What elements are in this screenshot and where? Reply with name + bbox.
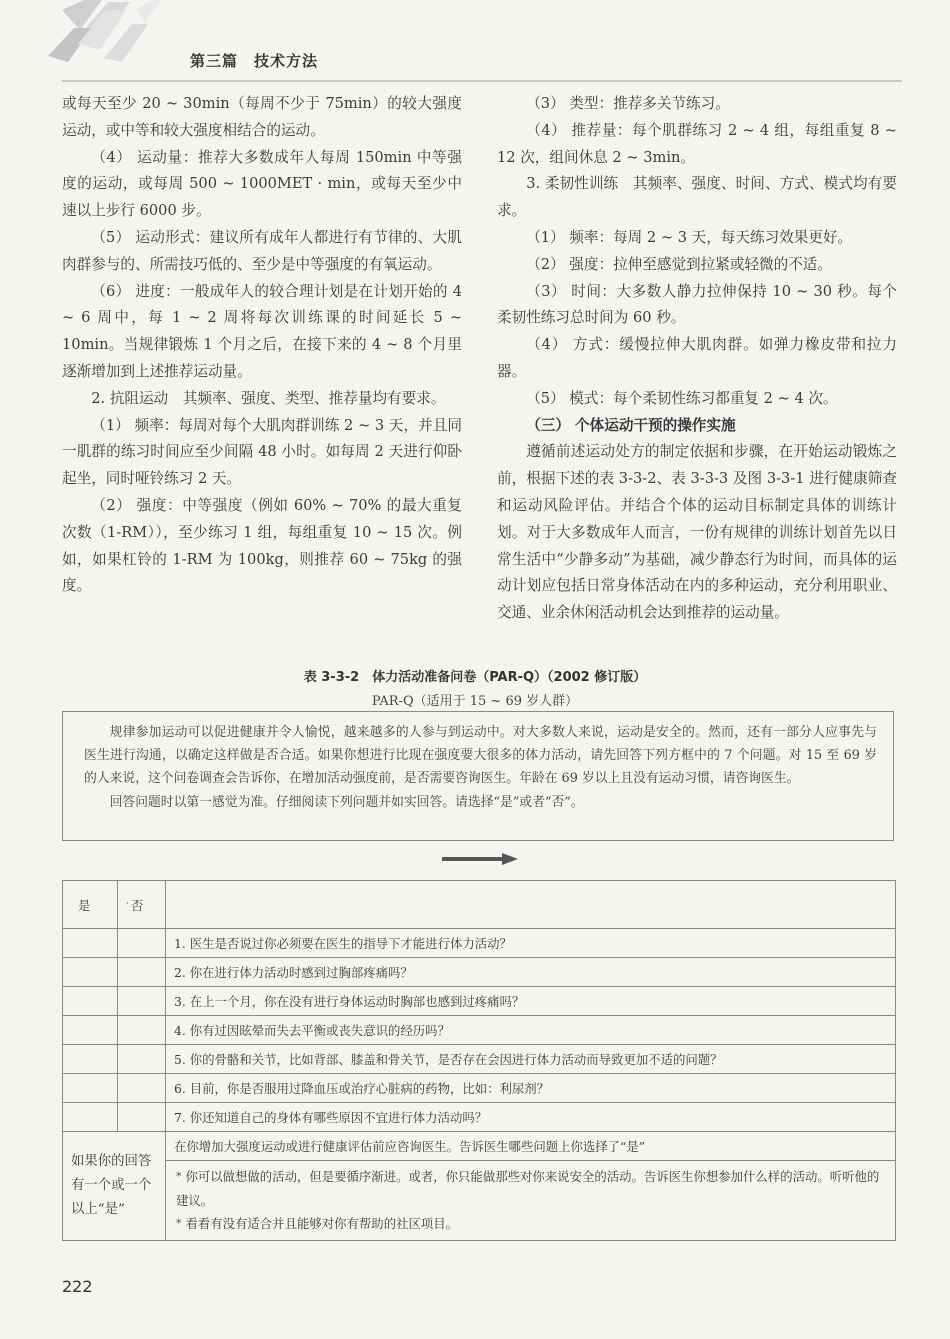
question-row — [63, 987, 896, 1016]
question-text: 5. 你的骨骼和关节，比如背部、膝盖和骨关节，是否存在会因进行体力活动而导致更加不适的问题？ — [166, 1045, 896, 1074]
page-number: 222 — [62, 1277, 93, 1296]
bullet-star-icon: * — [176, 1170, 182, 1183]
question-row — [63, 1045, 896, 1074]
question-row — [63, 1074, 896, 1103]
no-checkbox[interactable] — [118, 987, 166, 1016]
right-column — [497, 91, 897, 627]
section-header: 第三篇 技术方法 — [190, 52, 319, 70]
parq-table — [62, 880, 896, 1241]
intro-paragraph: 规律参加运动可以促进健康并令人愉悦，越来越多的人参与到运动中。对大多数人来说，运动是安全的。然而，还有一部分人应事先与医生进行沟通，以确定这样做是否合适。如果你想进行比现在强度要大很多的体力活动，请先回答下列方框中的 7 个问题。对 15 至 69 岁的人来说，这个问卷调查会告诉你，在增加活动强度前，是否需要咨询医生。年龄在 69 岁以上且没有运动习惯，请咨询医生。 — [84, 725, 877, 787]
yes-advice-bullets — [166, 1161, 896, 1241]
question-text: 2. 你在进行体力活动时感到过胸部疼痛吗？ — [166, 958, 896, 987]
yes-checkbox[interactable] — [63, 1045, 118, 1074]
paragraph: （3） 时间：大多数人静力拉伸保持 10 ~ 30 秒。每个柔韧性练习总时间为 60 秒。 — [497, 282, 897, 327]
yes-advice-row — [63, 1132, 896, 1161]
paragraph: （4） 推荐量：每个肌群练习 2 ~ 4 组，每组重复 8 ~ 12 次，组间休息 2 ~ 3min。 — [497, 121, 897, 166]
left-column — [62, 91, 462, 600]
paragraph: （3） 类型：推荐多关节练习。 — [526, 95, 730, 112]
bullet-star-icon: * — [176, 1217, 182, 1231]
question-text: 4. 你有过因眩晕而失去平衡或丧失意识的经历吗？ — [166, 1016, 896, 1045]
no-checkbox[interactable] — [118, 958, 166, 987]
question-text: 7. 你还知道自己的身体有哪些原因不宜进行体力活动吗？ — [166, 1103, 896, 1132]
right-arrow-icon — [442, 853, 518, 865]
questionnaire-intro-box — [62, 711, 894, 841]
yes-checkbox[interactable] — [63, 1016, 118, 1045]
paragraph: 2. 抗阻运动 其频率、强度、类型、推荐量均有要求。 — [91, 389, 446, 407]
yes-checkbox[interactable] — [63, 987, 118, 1016]
paragraph: （1） 频率：每周对每个大肌肉群训练 2 ~ 3 天，并且同一肌群的练习时间应至少间隔 48 小时。如每周 2 天进行仰卧起坐，同时哑铃练习 2 天。 — [62, 416, 462, 488]
question-row — [63, 958, 896, 987]
table-title: 表 3-3-2 体力活动准备问卷（PAR-Q）（2002 修订版） — [303, 670, 647, 685]
no-checkbox[interactable] — [118, 1074, 166, 1103]
question-text: 6. 目前，你是否服用过降血压或治疗心脏病的药物，比如：利尿剂？ — [166, 1074, 896, 1103]
paragraph: （4） 运动量：推荐大多数成年人每周 150min 中等强度的运动，或每周 500 ~ 1000MET · min，或每天至少中速以上步行 6000 步。 — [62, 148, 462, 220]
no-label: 否 — [130, 897, 144, 913]
intro-paragraph: 回答问题时以第一感觉为准。仔细阅读下列问题并如实回答。请选择“是”或者“否”。 — [109, 794, 584, 810]
advice-bullet-text: 看看有没有适合并且能够对你有帮助的社区项目。 — [185, 1216, 459, 1232]
paragraph: 3. 柔韧性训练 其频率、强度、时间、方式、模式均有要求。 — [497, 175, 897, 220]
subsection-heading: （三） 个体运动干预的操作实施 — [526, 416, 736, 434]
yes-checkbox[interactable] — [63, 929, 118, 958]
paragraph: （6） 进度：一般成年人的较合理计划是在计划开始的 4 ~ 6 周中，每 1 ~ 2 周将每次训练课的时间延长 5 ~ 10min。当规律锻炼 1 个月之后，在接下来的 4 ~ 8 个月里逐渐增加到上述推荐运动量。 — [62, 282, 462, 380]
no-checkbox[interactable] — [118, 1045, 166, 1074]
question-text: 3. 在上一个月，你在没有进行身体运动时胸部也感到过疼痛吗？ — [166, 987, 896, 1016]
paragraph: （5） 运动形式：建议所有成年人都进行有节律的、大肌肉群参与的、所需技巧低的、至少是中等强度的有氧运动。 — [62, 228, 462, 273]
no-checkbox[interactable] — [118, 929, 166, 958]
table-subtitle: PAR-Q（适用于 15 ~ 69 岁人群） — [371, 694, 579, 709]
advice-bullet — [176, 1212, 885, 1236]
no-checkbox[interactable] — [118, 1016, 166, 1045]
yes-column-header: 是 — [63, 881, 118, 929]
paragraph: 遵循前述运动处方的制定依据和步骤，在开始运动锻炼之前，根据下述的表 3-3-2、表 3-3-3 及图 3-3-1 进行健康筛查和运动风险评估。并结合个体的运动目标制定具体的训练计划。对于大多数成年人而言，一份有规律的训练计划首先以日常生活中“少静多动”为基础，减少静态行为时间，而具体的运动计划应包括日常身体活动在内的多种运动，充分利用职业、交通、业余休闲活动机会达到推荐的运动量。 — [497, 443, 897, 622]
paragraph: （2） 强度：拉伸至感觉到拉紧或轻微的不适。 — [526, 255, 832, 273]
question-row — [63, 1016, 896, 1045]
corner-decoration — [48, 0, 168, 64]
paragraph: （5） 模式：每个柔韧性练习都重复 2 ~ 4 次。 — [526, 389, 838, 407]
paragraph: 或每天至少 20 ~ 30min（每周不少于 75min）的较大强度运动，或中等和较大强度相结合的运动。 — [62, 95, 462, 139]
advice-bullet-text: 你可以做想做的活动，但是要循序渐进。或者，你只能做那些对你来说安全的活动。告诉医生你想参加什么样的活动。听听他的建议。 — [176, 1169, 880, 1208]
yes-checkbox[interactable] — [63, 1074, 118, 1103]
question-row — [63, 1103, 896, 1132]
yes-advice-main: 在你增加大强度运动或进行健康评估前应咨询医生。告诉医生哪些问题上你选择了“是” — [166, 1132, 896, 1161]
yes-checkbox[interactable] — [63, 958, 118, 987]
yes-advice-detail-row — [63, 1161, 896, 1241]
no-column-header — [118, 881, 166, 929]
yes-condition-cell: 如果你的回答有一个或一个以上“是” — [63, 1132, 166, 1241]
question-row — [63, 929, 896, 958]
question-column-header — [166, 881, 896, 929]
no-checkbox[interactable] — [118, 1103, 166, 1132]
paragraph: （2） 强度：中等强度（例如 60% ~ 70% 的最大重复次数（1-RM）），至少练习 1 组，每组重复 10 ~ 15 次。例如，如果杠铃的 1-RM 为 100kg，则推荐 60 ~ 75kg 的强度。 — [62, 496, 462, 595]
header-divider — [62, 80, 902, 82]
paragraph: （4） 方式：缓慢拉伸大肌肉群。如弹力橡皮带和拉力器。 — [497, 336, 897, 380]
tick-mark: , — [126, 895, 129, 906]
paragraph: （1） 频率：每周 2 ~ 3 天，每天练习效果更好。 — [526, 228, 853, 246]
question-text: 1. 医生是否说过你必须要在医生的指导下才能进行体力活动？ — [166, 929, 896, 958]
yes-checkbox[interactable] — [63, 1103, 118, 1132]
table-header-row — [63, 881, 896, 929]
advice-bullet — [176, 1165, 885, 1212]
